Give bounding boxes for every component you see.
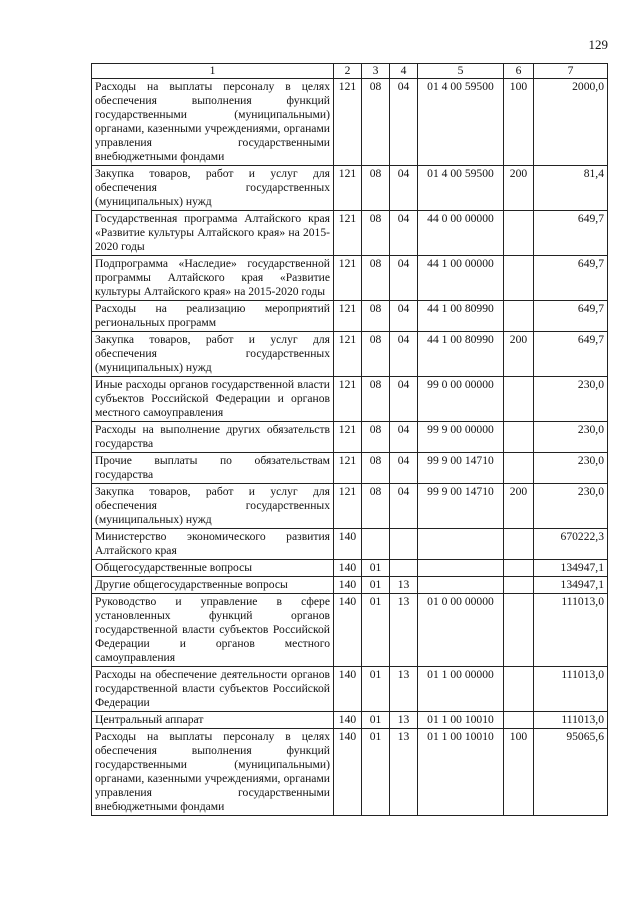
row-target-cell: 01 0 00 00000	[418, 594, 504, 667]
table-row	[92, 79, 608, 166]
row-type-cell: 200	[504, 484, 534, 529]
row-section-cell: 01	[362, 667, 390, 712]
row-subsection-cell: 04	[390, 301, 418, 332]
row-subsection-cell: 13	[390, 712, 418, 729]
row-target-cell: 99 9 00 00000	[418, 422, 504, 453]
row-type-cell: 100	[504, 79, 534, 166]
row-section-cell: 01	[362, 712, 390, 729]
row-sum-cell: 111013,0	[534, 594, 608, 667]
row-section-cell: 08	[362, 256, 390, 301]
row-sum-cell: 2000,0	[534, 79, 608, 166]
table-row	[92, 453, 608, 484]
row-sum-cell: 134947,1	[534, 560, 608, 577]
row-sum-cell: 81,4	[534, 166, 608, 211]
row-code-cell: 121	[334, 256, 362, 301]
row-subsection-cell: 04	[390, 453, 418, 484]
row-subsection-cell: 04	[390, 332, 418, 377]
row-name-cell: Министерство экономического развития Алтайского края	[92, 529, 334, 560]
row-code-cell: 140	[334, 594, 362, 667]
column-header: 4	[390, 64, 418, 79]
row-type-cell	[504, 712, 534, 729]
row-type-cell	[504, 422, 534, 453]
table-row	[92, 166, 608, 211]
row-name-cell: Расходы на реализацию мероприятий региональных программ	[92, 301, 334, 332]
row-type-cell: 100	[504, 729, 534, 816]
column-header: 7	[534, 64, 608, 79]
row-type-cell	[504, 577, 534, 594]
table-row	[92, 422, 608, 453]
row-subsection-cell: 04	[390, 377, 418, 422]
row-target-cell: 01 1 00 00000	[418, 667, 504, 712]
row-name-cell: Расходы на выплаты персоналу в целях обеспечения выполнения функций государственными (муниципальными) органами, казенными учреждениями, органами управления государственными внебюджетными фондами	[92, 729, 334, 816]
column-header: 2	[334, 64, 362, 79]
row-name-cell: Руководство и управление в сфере установленных функций органов государственной власти субъектов Российской Федерации и органов местного самоуправления	[92, 594, 334, 667]
row-subsection-cell: 04	[390, 211, 418, 256]
row-section-cell: 08	[362, 422, 390, 453]
row-section-cell: 08	[362, 211, 390, 256]
row-subsection-cell: 13	[390, 667, 418, 712]
row-name-cell: Закупка товаров, работ и услуг для обеспечения государственных (муниципальных) нужд	[92, 332, 334, 377]
row-code-cell: 140	[334, 712, 362, 729]
column-header: 1	[92, 64, 334, 79]
table-row	[92, 577, 608, 594]
row-type-cell	[504, 667, 534, 712]
row-section-cell: 08	[362, 453, 390, 484]
row-target-cell: 44 1 00 00000	[418, 256, 504, 301]
row-sum-cell: 111013,0	[534, 712, 608, 729]
table-header-row	[92, 64, 608, 79]
table-row	[92, 256, 608, 301]
row-code-cell: 140	[334, 529, 362, 560]
budget-table	[91, 63, 608, 816]
row-name-cell: Государственная программа Алтайского края «Развитие культуры Алтайского края» на 2015-2020 годы	[92, 211, 334, 256]
row-sum-cell: 649,7	[534, 256, 608, 301]
row-name-cell: Расходы на выплаты персоналу в целях обеспечения выполнения функций государственными (муниципальными) органами, казенными учреждениями, органами управления государственными внебюджетными фондами	[92, 79, 334, 166]
row-sum-cell: 111013,0	[534, 667, 608, 712]
row-sum-cell: 230,0	[534, 453, 608, 484]
row-section-cell: 01	[362, 729, 390, 816]
row-subsection-cell: 04	[390, 422, 418, 453]
table-row	[92, 712, 608, 729]
table-row	[92, 377, 608, 422]
row-target-cell	[418, 560, 504, 577]
row-type-cell	[504, 377, 534, 422]
row-section-cell: 08	[362, 79, 390, 166]
row-subsection-cell: 04	[390, 166, 418, 211]
row-name-cell: Иные расходы органов государственной власти субъектов Российской Федерации и органов местного самоуправления	[92, 377, 334, 422]
row-code-cell: 121	[334, 301, 362, 332]
row-code-cell: 121	[334, 453, 362, 484]
table-row	[92, 529, 608, 560]
row-section-cell: 08	[362, 166, 390, 211]
row-type-cell: 200	[504, 166, 534, 211]
row-sum-cell: 649,7	[534, 301, 608, 332]
row-target-cell: 44 1 00 80990	[418, 301, 504, 332]
table-row	[92, 484, 608, 529]
table-row	[92, 332, 608, 377]
row-code-cell: 121	[334, 377, 362, 422]
row-section-cell: 08	[362, 377, 390, 422]
row-code-cell: 121	[334, 166, 362, 211]
row-type-cell	[504, 301, 534, 332]
row-sum-cell: 230,0	[534, 484, 608, 529]
row-target-cell: 01 4 00 59500	[418, 79, 504, 166]
row-subsection-cell: 04	[390, 256, 418, 301]
row-type-cell	[504, 211, 534, 256]
row-target-cell: 44 1 00 80990	[418, 332, 504, 377]
row-section-cell: 08	[362, 301, 390, 332]
row-sum-cell: 230,0	[534, 422, 608, 453]
row-target-cell	[418, 577, 504, 594]
row-name-cell: Расходы на обеспечение деятельности органов государственной власти субъектов Российской Федерации	[92, 667, 334, 712]
table-row	[92, 560, 608, 577]
row-subsection-cell: 13	[390, 577, 418, 594]
row-sum-cell: 649,7	[534, 211, 608, 256]
page-number: 129	[588, 37, 608, 52]
row-sum-cell: 670222,3	[534, 529, 608, 560]
table-row	[92, 667, 608, 712]
row-target-cell: 44 0 00 00000	[418, 211, 504, 256]
row-target-cell: 01 1 00 10010	[418, 729, 504, 816]
row-subsection-cell	[390, 529, 418, 560]
row-section-cell: 01	[362, 594, 390, 667]
row-section-cell: 01	[362, 560, 390, 577]
row-name-cell: Закупка товаров, работ и услуг для обеспечения государственных (муниципальных) нужд	[92, 484, 334, 529]
row-target-cell: 99 9 00 14710	[418, 484, 504, 529]
column-header: 3	[362, 64, 390, 79]
row-target-cell: 01 4 00 59500	[418, 166, 504, 211]
row-sum-cell: 134947,1	[534, 577, 608, 594]
table-row	[92, 729, 608, 816]
column-header: 5	[418, 64, 504, 79]
row-code-cell: 121	[334, 484, 362, 529]
row-subsection-cell: 13	[390, 594, 418, 667]
row-subsection-cell	[390, 560, 418, 577]
row-sum-cell: 95065,6	[534, 729, 608, 816]
row-type-cell	[504, 453, 534, 484]
row-section-cell: 08	[362, 484, 390, 529]
row-code-cell: 140	[334, 577, 362, 594]
row-target-cell: 99 9 00 14710	[418, 453, 504, 484]
row-sum-cell: 230,0	[534, 377, 608, 422]
row-type-cell	[504, 256, 534, 301]
row-section-cell: 01	[362, 577, 390, 594]
row-code-cell: 121	[334, 79, 362, 166]
row-name-cell: Расходы на выполнение других обязательств государства	[92, 422, 334, 453]
row-subsection-cell: 04	[390, 79, 418, 166]
row-code-cell: 140	[334, 667, 362, 712]
row-subsection-cell: 04	[390, 484, 418, 529]
row-name-cell: Подпрограмма «Наследие» государственной программы Алтайского края «Развитие культуры Алтайского края» на 2015-2020 годы	[92, 256, 334, 301]
row-subsection-cell: 13	[390, 729, 418, 816]
row-name-cell: Общегосударственные вопросы	[92, 560, 334, 577]
row-type-cell	[504, 529, 534, 560]
row-code-cell: 121	[334, 422, 362, 453]
table-body	[92, 79, 608, 816]
row-sum-cell: 649,7	[534, 332, 608, 377]
row-code-cell: 140	[334, 729, 362, 816]
row-target-cell	[418, 529, 504, 560]
row-code-cell: 121	[334, 332, 362, 377]
row-name-cell: Закупка товаров, работ и услуг для обеспечения государственных (муниципальных) нужд	[92, 166, 334, 211]
row-section-cell	[362, 529, 390, 560]
row-name-cell: Прочие выплаты по обязательствам государства	[92, 453, 334, 484]
row-name-cell: Другие общегосударственные вопросы	[92, 577, 334, 594]
row-type-cell	[504, 594, 534, 667]
row-code-cell: 121	[334, 211, 362, 256]
table-row	[92, 211, 608, 256]
column-header: 6	[504, 64, 534, 79]
row-target-cell: 99 0 00 00000	[418, 377, 504, 422]
table-row	[92, 594, 608, 667]
row-type-cell	[504, 560, 534, 577]
table-row	[92, 301, 608, 332]
row-target-cell: 01 1 00 10010	[418, 712, 504, 729]
row-section-cell: 08	[362, 332, 390, 377]
row-name-cell: Центральный аппарат	[92, 712, 334, 729]
row-code-cell: 140	[334, 560, 362, 577]
row-type-cell: 200	[504, 332, 534, 377]
